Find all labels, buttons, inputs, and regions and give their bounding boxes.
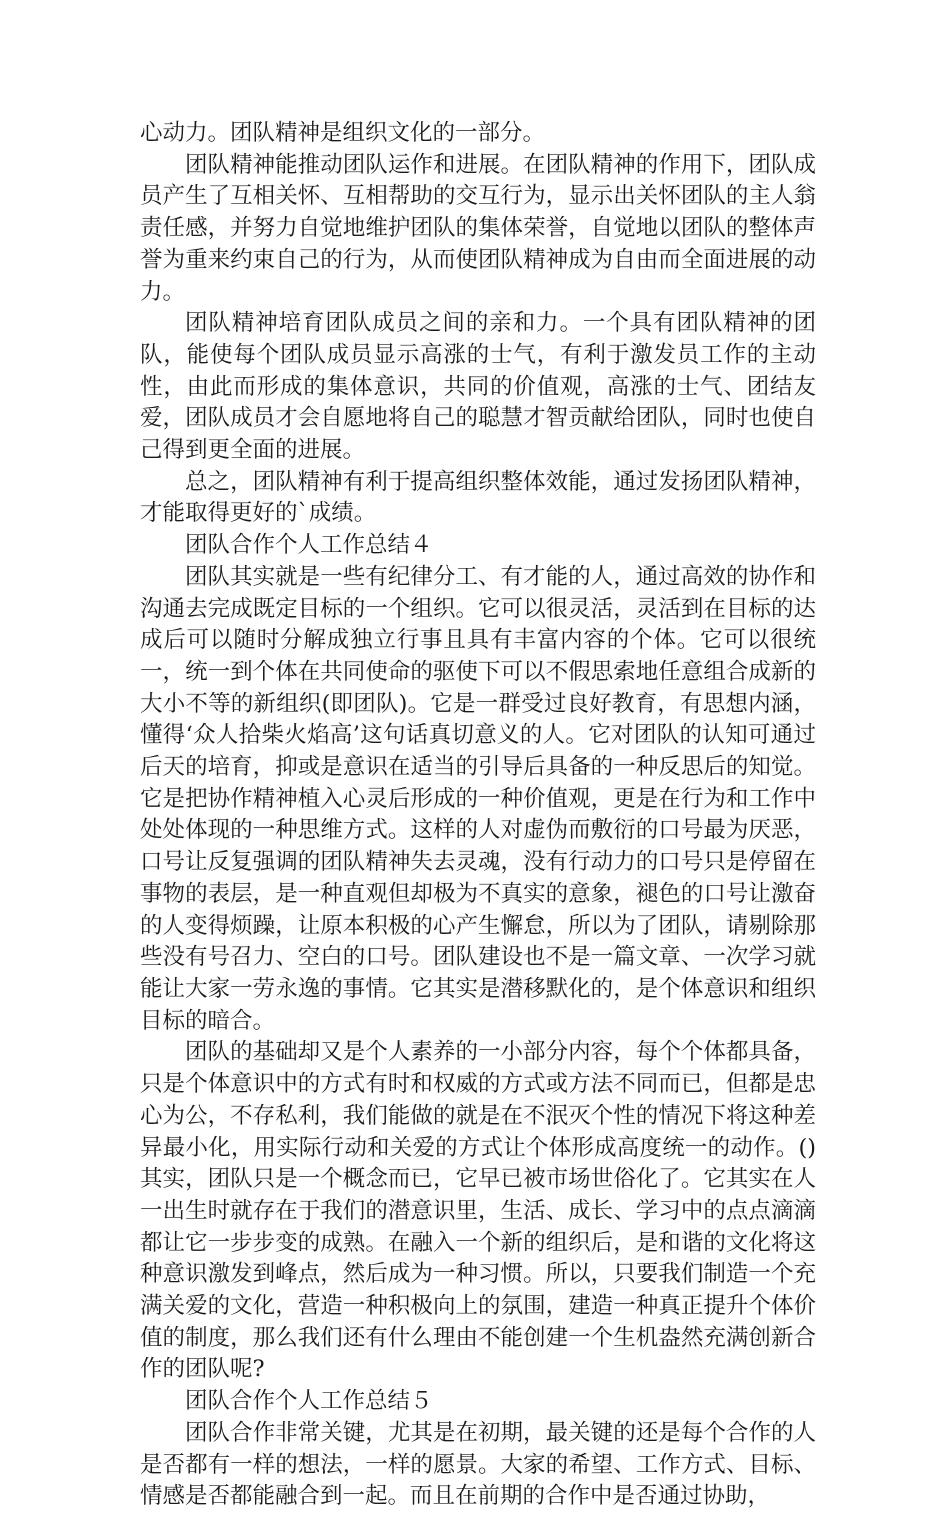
section-heading-5: 团队合作个人工作总结５ xyxy=(185,1388,433,1415)
paragraph-team-foundation: 团队的基础却又是个人素养的一小部分内容，每个个体都具备，只是个体意识中的方式有时和权威的方式或方法不同而已，但都是忠心为公，不存私利，我们能做的就是在不泯灭个性的情况下将这种差异最小化，用实际行动和关爱的方式让个体形成高度统一的动作。()其实，团队只是一个概念而已，它早已被市场世俗化了。它其实在人一出生时就存在于我们的潜意识里，生活、成长、学习中的点点滴滴都让它一步步变的成熟。在融入一个新的组织后，是和谐的文化将这种意识激发到峰点，然后成为一种习惯。所以，只要我们制造一个充满关爱的文化，营造一种积极向上的氛围，建造一种真正提升个体价值的制度，那么我们还有什么理由不能创建一个生机盎然充满创新合作的团队呢? xyxy=(140,1039,816,1383)
document-body xyxy=(140,118,816,1513)
paragraph-team-definition: 团队其实就是一些有纪律分工、有才能的人，通过高效的协作和沟通去完成既定目标的一个组织。它可以很灵活，灵活到在目标的达成后可以随时分解成独立行事且具有丰富内容的个体。它可以很统一，统一到个体在共同使命的驱使下可以不假思索地任意组合成新的大小不等的新组织(即团队)。它是一群受过良好教育，有思想内涵，懂得‘众人拾柴火焰高’这句话真切意义的人。它对团队的认知可通过后天的培育，抑或是意识在适当的引导后具备的一种反思后的知觉。它是把协作精神植入心灵后形成的一种价值观，更是在行为和工作中处处体现的一种思维方式。这样的人对虚伪而敷衍的口号最为厌恶，口号让反复强调的团队精神失去灵魂，没有行动力的口号只是停留在事物的表层，是一种直观但却极为不真实的意象，褪色的口号让激奋的人变得烦躁，让原本积极的心产生懈怠，所以为了团队，请剔除那些没有号召力、空白的口号。团队建设也不是一篇文章、一次学习就能让大家一劳永逸的事情。它其实是潜移默化的，是个体意识和组织目标的暗合。 xyxy=(140,563,816,1034)
paragraph-team-spirit-progress: 团队精神能推动团队运作和进展。在团队精神的作用下，团队成员产生了互相关怀、互相帮助的交互行为，显示出关怀团队的主人翁责任感，并努力自觉地维护团队的集体荣誉，自觉地以团队的整体声誉为重来约束自己的行为，从而使团队精神成为自由而全面进展的动力。 xyxy=(140,151,816,305)
paragraph-continuation: 心动力。团队精神是组织文化的一部分。 xyxy=(140,120,546,146)
paragraph-team-cooperation: 团队合作非常关键，尤其是在初期，最关键的还是每个合作的人是否都有一样的想法，一样的愿景。大家的希望、工作方式、目标、情感是否都能融合到一起。而且在前期的合作中是否通过协助， xyxy=(140,1419,816,1510)
section-heading-4: 团队合作个人工作总结４ xyxy=(185,532,433,559)
paragraph-summary: 总之，团队精神有利于提高组织整体效能，通过发扬团队精神，才能取得更好的`成绩。 xyxy=(140,468,816,527)
paragraph-team-spirit-affinity: 团队精神培育团队成员之间的亲和力。一个具有团队精神的团队，能使每个团队成员显示高涨的士气，有利于激发员工作的主动性，由此而形成的集体意识，共同的价值观，高涨的士气、团结友爱，团队成员才会自愿地将自己的聪慧才智贡献给团队，同时也使自己得到更全面的进展。 xyxy=(140,310,816,464)
